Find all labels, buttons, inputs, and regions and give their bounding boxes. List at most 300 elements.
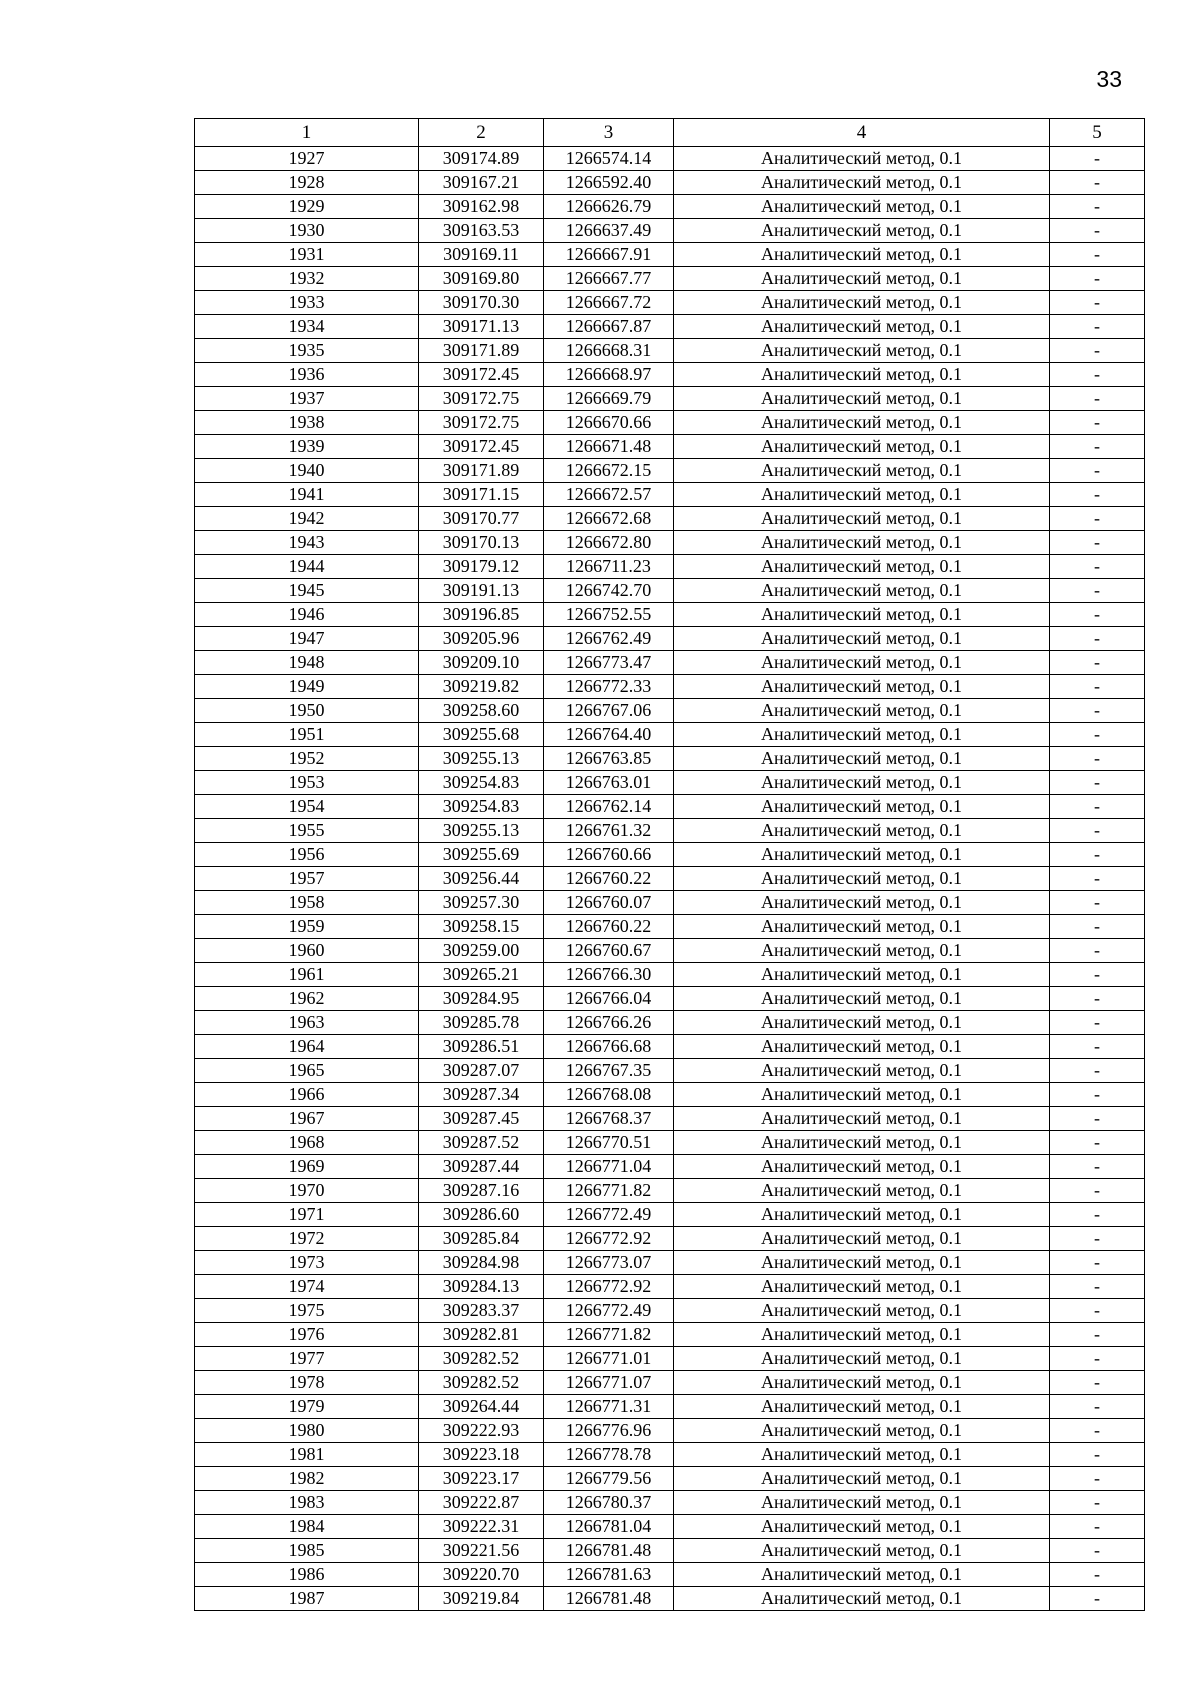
y-coordinate-cell: 1266760.22 [544, 867, 674, 891]
x-coordinate-cell: 309220.70 [419, 1563, 544, 1587]
table-row [195, 1083, 1145, 1107]
table-row [195, 219, 1145, 243]
y-coordinate-cell: 1266626.79 [544, 195, 674, 219]
y-coordinate-cell: 1266764.40 [544, 723, 674, 747]
y-coordinate-cell: 1266781.48 [544, 1587, 674, 1611]
method-cell: Аналитический метод, 0.1 [674, 819, 1050, 843]
x-coordinate-cell: 309172.75 [419, 411, 544, 435]
y-coordinate-cell: 1266667.72 [544, 291, 674, 315]
note-cell: - [1050, 435, 1145, 459]
y-coordinate-cell: 1266672.15 [544, 459, 674, 483]
point-number-cell: 1978 [195, 1371, 419, 1395]
method-cell: Аналитический метод, 0.1 [674, 1443, 1050, 1467]
point-number-cell: 1936 [195, 363, 419, 387]
table-row [195, 291, 1145, 315]
point-number-cell: 1954 [195, 795, 419, 819]
table-row [195, 819, 1145, 843]
table-row [195, 891, 1145, 915]
y-coordinate-cell: 1266766.26 [544, 1011, 674, 1035]
method-cell: Аналитический метод, 0.1 [674, 1059, 1050, 1083]
note-cell: - [1050, 1203, 1145, 1227]
note-cell: - [1050, 219, 1145, 243]
table-header [195, 119, 1145, 147]
x-coordinate-cell: 309285.78 [419, 1011, 544, 1035]
y-coordinate-cell: 1266766.68 [544, 1035, 674, 1059]
x-coordinate-cell: 309287.34 [419, 1083, 544, 1107]
point-number-cell: 1935 [195, 339, 419, 363]
point-number-cell: 1930 [195, 219, 419, 243]
x-coordinate-cell: 309169.11 [419, 243, 544, 267]
x-coordinate-cell: 309172.75 [419, 387, 544, 411]
point-number-cell: 1972 [195, 1227, 419, 1251]
method-cell: Аналитический метод, 0.1 [674, 1371, 1050, 1395]
point-number-cell: 1929 [195, 195, 419, 219]
y-coordinate-cell: 1266772.92 [544, 1275, 674, 1299]
note-cell: - [1050, 843, 1145, 867]
table-row [195, 1203, 1145, 1227]
note-cell: - [1050, 1275, 1145, 1299]
x-coordinate-cell: 309287.07 [419, 1059, 544, 1083]
note-cell: - [1050, 939, 1145, 963]
point-number-cell: 1982 [195, 1467, 419, 1491]
note-cell: - [1050, 1419, 1145, 1443]
x-coordinate-cell: 309209.10 [419, 651, 544, 675]
note-cell: - [1050, 699, 1145, 723]
y-coordinate-cell: 1266667.91 [544, 243, 674, 267]
table-row [195, 459, 1145, 483]
x-coordinate-cell: 309259.00 [419, 939, 544, 963]
point-number-cell: 1934 [195, 315, 419, 339]
y-coordinate-cell: 1266671.48 [544, 435, 674, 459]
x-coordinate-cell: 309171.13 [419, 315, 544, 339]
point-number-cell: 1970 [195, 1179, 419, 1203]
note-cell: - [1050, 1443, 1145, 1467]
y-coordinate-cell: 1266668.31 [544, 339, 674, 363]
y-coordinate-cell: 1266742.70 [544, 579, 674, 603]
x-coordinate-cell: 309287.45 [419, 1107, 544, 1131]
y-coordinate-cell: 1266768.08 [544, 1083, 674, 1107]
y-coordinate-cell: 1266760.66 [544, 843, 674, 867]
method-cell: Аналитический метод, 0.1 [674, 1227, 1050, 1251]
table-row [195, 603, 1145, 627]
table-row [195, 147, 1145, 171]
x-coordinate-cell: 309282.81 [419, 1323, 544, 1347]
note-cell: - [1050, 1035, 1145, 1059]
method-cell: Аналитический метод, 0.1 [674, 363, 1050, 387]
y-coordinate-cell: 1266776.96 [544, 1419, 674, 1443]
header-row [195, 119, 1145, 147]
point-number-cell: 1984 [195, 1515, 419, 1539]
method-cell: Аналитический метод, 0.1 [674, 147, 1050, 171]
note-cell: - [1050, 531, 1145, 555]
note-cell: - [1050, 339, 1145, 363]
x-coordinate-cell: 309287.44 [419, 1155, 544, 1179]
table-row [195, 243, 1145, 267]
point-number-cell: 1960 [195, 939, 419, 963]
x-coordinate-cell: 309254.83 [419, 795, 544, 819]
table-row [195, 939, 1145, 963]
method-cell: Аналитический метод, 0.1 [674, 171, 1050, 195]
point-number-cell: 1965 [195, 1059, 419, 1083]
method-cell: Аналитический метод, 0.1 [674, 1203, 1050, 1227]
y-coordinate-cell: 1266771.82 [544, 1179, 674, 1203]
point-number-cell: 1956 [195, 843, 419, 867]
note-cell: - [1050, 1395, 1145, 1419]
method-cell: Аналитический метод, 0.1 [674, 579, 1050, 603]
table-body [195, 147, 1145, 1611]
table-row [195, 651, 1145, 675]
note-cell: - [1050, 1323, 1145, 1347]
x-coordinate-cell: 309223.18 [419, 1443, 544, 1467]
x-coordinate-cell: 309287.16 [419, 1179, 544, 1203]
x-coordinate-cell: 309222.31 [419, 1515, 544, 1539]
note-cell: - [1050, 1107, 1145, 1131]
x-coordinate-cell: 309205.96 [419, 627, 544, 651]
method-cell: Аналитический метод, 0.1 [674, 1323, 1050, 1347]
y-coordinate-cell: 1266762.49 [544, 627, 674, 651]
table-row [195, 627, 1145, 651]
point-number-cell: 1961 [195, 963, 419, 987]
y-coordinate-cell: 1266760.22 [544, 915, 674, 939]
table-row [195, 1515, 1145, 1539]
method-cell: Аналитический метод, 0.1 [674, 459, 1050, 483]
y-coordinate-cell: 1266767.06 [544, 699, 674, 723]
note-cell: - [1050, 1347, 1145, 1371]
point-number-cell: 1976 [195, 1323, 419, 1347]
point-number-cell: 1947 [195, 627, 419, 651]
table-row [195, 747, 1145, 771]
table-row [195, 771, 1145, 795]
x-coordinate-cell: 309163.53 [419, 219, 544, 243]
x-coordinate-cell: 309282.52 [419, 1347, 544, 1371]
table-row [195, 1011, 1145, 1035]
point-number-cell: 1955 [195, 819, 419, 843]
y-coordinate-cell: 1266779.56 [544, 1467, 674, 1491]
point-number-cell: 1941 [195, 483, 419, 507]
method-cell: Аналитический метод, 0.1 [674, 507, 1050, 531]
point-number-cell: 1985 [195, 1539, 419, 1563]
y-coordinate-cell: 1266778.78 [544, 1443, 674, 1467]
x-coordinate-cell: 309255.13 [419, 747, 544, 771]
x-coordinate-cell: 309219.82 [419, 675, 544, 699]
table-row [195, 1035, 1145, 1059]
table-row [195, 987, 1145, 1011]
table-row [195, 579, 1145, 603]
y-coordinate-cell: 1266768.37 [544, 1107, 674, 1131]
y-coordinate-cell: 1266672.80 [544, 531, 674, 555]
method-cell: Аналитический метод, 0.1 [674, 387, 1050, 411]
method-cell: Аналитический метод, 0.1 [674, 1011, 1050, 1035]
note-cell: - [1050, 1011, 1145, 1035]
point-number-cell: 1969 [195, 1155, 419, 1179]
method-cell: Аналитический метод, 0.1 [674, 771, 1050, 795]
note-cell: - [1050, 1131, 1145, 1155]
x-coordinate-cell: 309167.21 [419, 171, 544, 195]
x-coordinate-cell: 309171.89 [419, 339, 544, 363]
method-cell: Аналитический метод, 0.1 [674, 963, 1050, 987]
x-coordinate-cell: 309170.77 [419, 507, 544, 531]
y-coordinate-cell: 1266667.87 [544, 315, 674, 339]
note-cell: - [1050, 1467, 1145, 1491]
table-row [195, 483, 1145, 507]
table-row [195, 843, 1145, 867]
table-row [195, 1371, 1145, 1395]
method-cell: Аналитический метод, 0.1 [674, 987, 1050, 1011]
point-number-cell: 1964 [195, 1035, 419, 1059]
y-coordinate-cell: 1266670.66 [544, 411, 674, 435]
table-row [195, 1131, 1145, 1155]
point-number-cell: 1980 [195, 1419, 419, 1443]
method-cell: Аналитический метод, 0.1 [674, 1515, 1050, 1539]
table-row [195, 171, 1145, 195]
x-coordinate-cell: 309191.13 [419, 579, 544, 603]
point-number-cell: 1958 [195, 891, 419, 915]
y-coordinate-cell: 1266672.68 [544, 507, 674, 531]
x-coordinate-cell: 309172.45 [419, 435, 544, 459]
note-cell: - [1050, 1515, 1145, 1539]
note-cell: - [1050, 603, 1145, 627]
table-row [195, 1419, 1145, 1443]
note-cell: - [1050, 627, 1145, 651]
note-cell: - [1050, 171, 1145, 195]
table-row [195, 963, 1145, 987]
x-coordinate-cell: 309172.45 [419, 363, 544, 387]
x-coordinate-cell: 309255.13 [419, 819, 544, 843]
y-coordinate-cell: 1266781.63 [544, 1563, 674, 1587]
method-cell: Аналитический метод, 0.1 [674, 1395, 1050, 1419]
y-coordinate-cell: 1266761.32 [544, 819, 674, 843]
note-cell: - [1050, 1539, 1145, 1563]
y-coordinate-cell: 1266760.67 [544, 939, 674, 963]
y-coordinate-cell: 1266767.35 [544, 1059, 674, 1083]
point-number-cell: 1938 [195, 411, 419, 435]
header-col-4: 4 [674, 119, 1050, 147]
note-cell: - [1050, 315, 1145, 339]
method-cell: Аналитический метод, 0.1 [674, 339, 1050, 363]
note-cell: - [1050, 915, 1145, 939]
point-number-cell: 1974 [195, 1275, 419, 1299]
point-number-cell: 1950 [195, 699, 419, 723]
x-coordinate-cell: 309284.13 [419, 1275, 544, 1299]
coordinates-table [194, 118, 1145, 1611]
header-col-5: 5 [1050, 119, 1145, 147]
note-cell: - [1050, 1299, 1145, 1323]
point-number-cell: 1931 [195, 243, 419, 267]
note-cell: - [1050, 579, 1145, 603]
note-cell: - [1050, 507, 1145, 531]
point-number-cell: 1963 [195, 1011, 419, 1035]
table-row [195, 723, 1145, 747]
table-row [195, 267, 1145, 291]
method-cell: Аналитический метод, 0.1 [674, 795, 1050, 819]
table-row [195, 1491, 1145, 1515]
method-cell: Аналитический метод, 0.1 [674, 411, 1050, 435]
point-number-cell: 1942 [195, 507, 419, 531]
y-coordinate-cell: 1266711.23 [544, 555, 674, 579]
x-coordinate-cell: 309196.85 [419, 603, 544, 627]
point-number-cell: 1948 [195, 651, 419, 675]
table-row [195, 195, 1145, 219]
note-cell: - [1050, 147, 1145, 171]
note-cell: - [1050, 291, 1145, 315]
method-cell: Аналитический метод, 0.1 [674, 723, 1050, 747]
table-row [195, 1299, 1145, 1323]
y-coordinate-cell: 1266668.97 [544, 363, 674, 387]
y-coordinate-cell: 1266763.01 [544, 771, 674, 795]
x-coordinate-cell: 309254.83 [419, 771, 544, 795]
note-cell: - [1050, 747, 1145, 771]
table-row [195, 435, 1145, 459]
x-coordinate-cell: 309222.93 [419, 1419, 544, 1443]
note-cell: - [1050, 411, 1145, 435]
table-row [195, 675, 1145, 699]
x-coordinate-cell: 309171.89 [419, 459, 544, 483]
table-row [195, 1227, 1145, 1251]
x-coordinate-cell: 309283.37 [419, 1299, 544, 1323]
point-number-cell: 1952 [195, 747, 419, 771]
x-coordinate-cell: 309223.17 [419, 1467, 544, 1491]
method-cell: Аналитический метод, 0.1 [674, 675, 1050, 699]
x-coordinate-cell: 309219.84 [419, 1587, 544, 1611]
x-coordinate-cell: 309284.95 [419, 987, 544, 1011]
page-number: 33 [1096, 66, 1122, 92]
table-row [195, 1347, 1145, 1371]
point-number-cell: 1986 [195, 1563, 419, 1587]
note-cell: - [1050, 819, 1145, 843]
x-coordinate-cell: 309258.15 [419, 915, 544, 939]
method-cell: Аналитический метод, 0.1 [674, 1563, 1050, 1587]
x-coordinate-cell: 309286.51 [419, 1035, 544, 1059]
y-coordinate-cell: 1266771.07 [544, 1371, 674, 1395]
note-cell: - [1050, 243, 1145, 267]
y-coordinate-cell: 1266667.77 [544, 267, 674, 291]
x-coordinate-cell: 309265.21 [419, 963, 544, 987]
x-coordinate-cell: 309255.69 [419, 843, 544, 867]
note-cell: - [1050, 387, 1145, 411]
y-coordinate-cell: 1266637.49 [544, 219, 674, 243]
method-cell: Аналитический метод, 0.1 [674, 483, 1050, 507]
table-row [195, 795, 1145, 819]
note-cell: - [1050, 963, 1145, 987]
method-cell: Аналитический метод, 0.1 [674, 1107, 1050, 1131]
x-coordinate-cell: 309257.30 [419, 891, 544, 915]
x-coordinate-cell: 309171.15 [419, 483, 544, 507]
method-cell: Аналитический метод, 0.1 [674, 1587, 1050, 1611]
note-cell: - [1050, 723, 1145, 747]
header-col-3: 3 [544, 119, 674, 147]
method-cell: Аналитический метод, 0.1 [674, 1467, 1050, 1491]
method-cell: Аналитический метод, 0.1 [674, 267, 1050, 291]
x-coordinate-cell: 309258.60 [419, 699, 544, 723]
method-cell: Аналитический метод, 0.1 [674, 1131, 1050, 1155]
table-row [195, 1539, 1145, 1563]
x-coordinate-cell: 309282.52 [419, 1371, 544, 1395]
method-cell: Аналитический метод, 0.1 [674, 1419, 1050, 1443]
y-coordinate-cell: 1266574.14 [544, 147, 674, 171]
x-coordinate-cell: 309285.84 [419, 1227, 544, 1251]
point-number-cell: 1939 [195, 435, 419, 459]
point-number-cell: 1987 [195, 1587, 419, 1611]
x-coordinate-cell: 309170.30 [419, 291, 544, 315]
method-cell: Аналитический метод, 0.1 [674, 915, 1050, 939]
method-cell: Аналитический метод, 0.1 [674, 1179, 1050, 1203]
note-cell: - [1050, 795, 1145, 819]
method-cell: Аналитический метод, 0.1 [674, 1083, 1050, 1107]
y-coordinate-cell: 1266772.49 [544, 1203, 674, 1227]
method-cell: Аналитический метод, 0.1 [674, 891, 1050, 915]
method-cell: Аналитический метод, 0.1 [674, 219, 1050, 243]
point-number-cell: 1943 [195, 531, 419, 555]
point-number-cell: 1928 [195, 171, 419, 195]
point-number-cell: 1953 [195, 771, 419, 795]
table-row [195, 1251, 1145, 1275]
y-coordinate-cell: 1266592.40 [544, 171, 674, 195]
x-coordinate-cell: 309162.98 [419, 195, 544, 219]
method-cell: Аналитический метод, 0.1 [674, 603, 1050, 627]
y-coordinate-cell: 1266763.85 [544, 747, 674, 771]
method-cell: Аналитический метод, 0.1 [674, 1155, 1050, 1179]
note-cell: - [1050, 1155, 1145, 1179]
method-cell: Аналитический метод, 0.1 [674, 1035, 1050, 1059]
y-coordinate-cell: 1266773.47 [544, 651, 674, 675]
y-coordinate-cell: 1266771.01 [544, 1347, 674, 1371]
note-cell: - [1050, 267, 1145, 291]
point-number-cell: 1971 [195, 1203, 419, 1227]
method-cell: Аналитический метод, 0.1 [674, 939, 1050, 963]
method-cell: Аналитический метод, 0.1 [674, 243, 1050, 267]
table-row [195, 1107, 1145, 1131]
point-number-cell: 1957 [195, 867, 419, 891]
note-cell: - [1050, 675, 1145, 699]
note-cell: - [1050, 1371, 1145, 1395]
note-cell: - [1050, 555, 1145, 579]
x-coordinate-cell: 309284.98 [419, 1251, 544, 1275]
note-cell: - [1050, 891, 1145, 915]
table-row [195, 1563, 1145, 1587]
y-coordinate-cell: 1266669.79 [544, 387, 674, 411]
point-number-cell: 1959 [195, 915, 419, 939]
note-cell: - [1050, 771, 1145, 795]
note-cell: - [1050, 1563, 1145, 1587]
note-cell: - [1050, 1587, 1145, 1611]
table-row [195, 699, 1145, 723]
y-coordinate-cell: 1266772.92 [544, 1227, 674, 1251]
note-cell: - [1050, 459, 1145, 483]
point-number-cell: 1945 [195, 579, 419, 603]
y-coordinate-cell: 1266766.30 [544, 963, 674, 987]
note-cell: - [1050, 867, 1145, 891]
point-number-cell: 1949 [195, 675, 419, 699]
x-coordinate-cell: 309221.56 [419, 1539, 544, 1563]
point-number-cell: 1981 [195, 1443, 419, 1467]
y-coordinate-cell: 1266771.31 [544, 1395, 674, 1419]
point-number-cell: 1983 [195, 1491, 419, 1515]
y-coordinate-cell: 1266772.33 [544, 675, 674, 699]
method-cell: Аналитический метод, 0.1 [674, 1539, 1050, 1563]
table-row [195, 1395, 1145, 1419]
table-row [195, 1155, 1145, 1179]
table-row [195, 531, 1145, 555]
table-row [195, 363, 1145, 387]
note-cell: - [1050, 651, 1145, 675]
point-number-cell: 1940 [195, 459, 419, 483]
x-coordinate-cell: 309174.89 [419, 147, 544, 171]
table-row [195, 1467, 1145, 1491]
y-coordinate-cell: 1266772.49 [544, 1299, 674, 1323]
y-coordinate-cell: 1266773.07 [544, 1251, 674, 1275]
point-number-cell: 1973 [195, 1251, 419, 1275]
method-cell: Аналитический метод, 0.1 [674, 843, 1050, 867]
